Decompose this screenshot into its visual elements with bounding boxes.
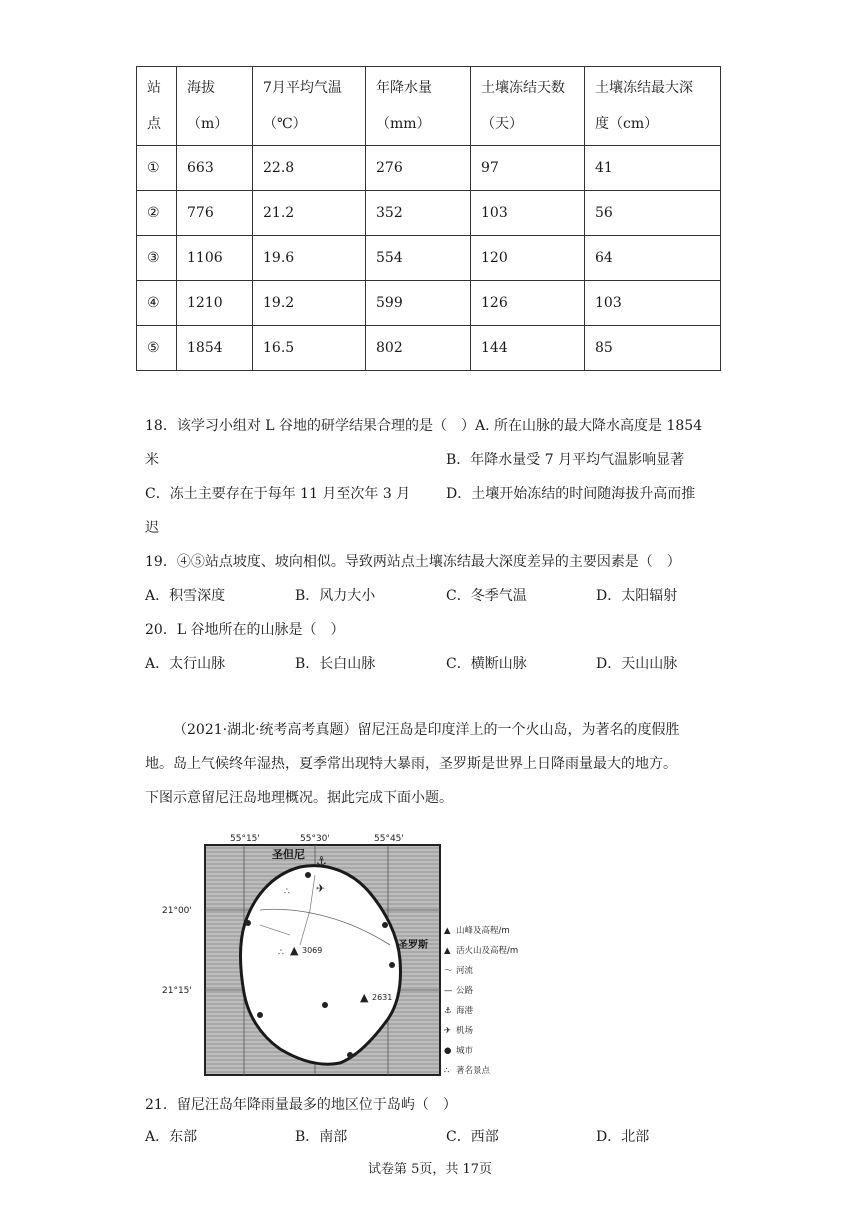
peak-icon: ▲ (290, 944, 299, 957)
q19-option-b: B．风力大小 (295, 588, 376, 604)
q21-option-c: C．西部 (446, 1129, 499, 1145)
table-row (137, 326, 721, 371)
city-marker (257, 1012, 263, 1018)
city-name-east: 圣罗斯 (398, 940, 428, 951)
passage-line-2: 地。岛上气候终年湿热，夏季常出现特大暴雨，圣罗斯是世界上日降雨量最大的地方。 (145, 756, 677, 772)
legend-item: 海港 (456, 1006, 474, 1016)
table-cell: 85 (585, 326, 721, 371)
table-cell: 22.8 (253, 146, 366, 191)
scenic-spot-icon: ∴ (278, 948, 284, 958)
table-cell: 1210 (177, 281, 253, 326)
city-marker (389, 962, 395, 968)
river-legend-icon: 〜 (444, 966, 453, 976)
reunion-island-map (160, 815, 532, 1085)
table-row (137, 236, 721, 281)
scenic-spot-icon: ∴ (284, 887, 290, 897)
table-header-cell: 海拔（m） (177, 67, 253, 146)
table-cell: ③ (137, 236, 177, 281)
table-cell: 554 (366, 236, 471, 281)
table-cell: 56 (585, 191, 721, 236)
lon-label: 55°30' (300, 834, 330, 844)
table-cell: ④ (137, 281, 177, 326)
lon-label: 55°15' (230, 834, 260, 844)
table-cell: 802 (366, 326, 471, 371)
city-name-north: 圣但尼 (272, 848, 305, 861)
table-cell: 352 (366, 191, 471, 236)
passage-line-3: 下图示意留尼汪岛地理概况。据此完成下面小题。 (145, 790, 453, 806)
volcano-2631-label: 2631 (372, 993, 393, 1002)
city-marker (382, 922, 388, 928)
volcano-legend-icon: ▲ (444, 946, 451, 956)
q21-option-a: A．东部 (145, 1129, 198, 1145)
table-row (137, 191, 721, 236)
q20-option-d: D．天山山脉 (596, 656, 678, 672)
table-cell: 144 (471, 326, 585, 371)
q19-option-c: C．冬季气温 (446, 588, 527, 604)
q20-option-b: B．长白山脉 (295, 656, 376, 672)
table-cell: 1854 (177, 326, 253, 371)
q20-stem: 20．L 谷地所在的山脉是（ ） (145, 622, 345, 638)
lat-label: 21°00' (162, 906, 192, 916)
harbor-icon: ⚓ (316, 854, 327, 868)
q21-option-d: D．北部 (596, 1129, 650, 1145)
table-cell: 126 (471, 281, 585, 326)
road-legend-icon: — (444, 986, 453, 996)
table-cell: 103 (471, 191, 585, 236)
table-row (137, 146, 721, 191)
page-footer: 试卷第 5页，共 17页 (367, 1162, 493, 1177)
table-cell: 19.6 (253, 236, 366, 281)
table-cell: 663 (177, 146, 253, 191)
legend-item: 公路 (456, 986, 474, 996)
data-table (136, 66, 721, 371)
legend-item: 著名景点 (456, 1066, 491, 1076)
q18-stem: 18．该学习小组对 L 谷地的研学结果合理的是（ ）A. 所在山脉的最大降水高度是 1854 (145, 418, 703, 434)
table-cell: 41 (585, 146, 721, 191)
q19-option-a: A．积雪深度 (145, 588, 226, 604)
legend-item: 活火山及高程/m (456, 946, 519, 956)
table-header-cell: 土壤冻结最大深 度（cm） (585, 67, 721, 146)
legend-item: 城市 (456, 1046, 474, 1056)
table-header-row (137, 67, 721, 146)
table-cell: ⑤ (137, 326, 177, 371)
table-cell: 21.2 (253, 191, 366, 236)
volcano-icon: ▲ (360, 991, 369, 1004)
peak-legend-icon: ▲ (444, 926, 451, 936)
city-legend-icon: ● (444, 1046, 452, 1056)
legend-item: 机场 (456, 1026, 474, 1036)
table-cell: 19.2 (253, 281, 366, 326)
table-cell: ② (137, 191, 177, 236)
q18-option-d-continued: 迟 (145, 520, 159, 536)
table-cell: 16.5 (253, 326, 366, 371)
legend-item: 山峰及高程/m (456, 926, 510, 936)
table-cell: 97 (471, 146, 585, 191)
city-marker (245, 920, 251, 926)
table-cell: ① (137, 146, 177, 191)
table-header-cell: 土壤冻结天数 （天） (471, 67, 585, 146)
q19-stem: 19．④⑤站点坡度、坡向相似。导致两站点土壤冻结最大深度差异的主要因素是（ ） (145, 554, 681, 570)
q20-option-a: A．太行山脉 (145, 656, 226, 672)
table-header-cell: 年降水量 （mm） (366, 67, 471, 146)
table-row (137, 281, 721, 326)
q18-option-d: D．土壤开始冻结的时间随海拔升高而推 (446, 486, 696, 502)
table-header-cell: 站 点 (137, 67, 177, 146)
airport-legend-icon: ✈ (444, 1026, 452, 1036)
q21-stem: 21．留尼汪岛年降雨量最多的地区位于岛屿（ ） (145, 1097, 457, 1113)
q21-option-b: B．南部 (295, 1129, 348, 1145)
q19-option-d: D．太阳辐射 (596, 588, 678, 604)
peak-3069-label: 3069 (302, 946, 323, 955)
lon-label: 55°45' (374, 834, 404, 844)
harbor-legend-icon: ⚓ (444, 1006, 452, 1016)
city-marker (347, 1052, 353, 1058)
table-cell: 64 (585, 236, 721, 281)
q18-stem-continued: 米 (145, 452, 159, 468)
city-marker (305, 872, 311, 878)
table-cell: 1106 (177, 236, 253, 281)
q18-option-b: B．年降水量受 7 月平均气温影响显著 (446, 452, 685, 468)
table-cell: 120 (471, 236, 585, 281)
table-cell: 599 (366, 281, 471, 326)
city-marker (322, 1002, 328, 1008)
passage-line-1: （2021·湖北·统考高考真题）留尼汪岛是印度洋上的一个火山岛，为著名的度假胜 (173, 722, 680, 738)
scenic-legend-icon: ∴ (444, 1066, 450, 1076)
airport-icon: ✈ (316, 882, 326, 895)
table-cell: 103 (585, 281, 721, 326)
map-legend (444, 925, 518, 1076)
table-cell: 776 (177, 191, 253, 236)
q18-option-c: C．冻土主要存在于每年 11 月至次年 3 月 (145, 486, 411, 502)
table-cell: 276 (366, 146, 471, 191)
q20-option-c: C．横断山脉 (446, 656, 527, 672)
table-header-cell: 7月平均气温 （℃） (253, 67, 366, 146)
lat-label: 21°15' (162, 986, 192, 996)
legend-item: 河流 (456, 966, 474, 976)
